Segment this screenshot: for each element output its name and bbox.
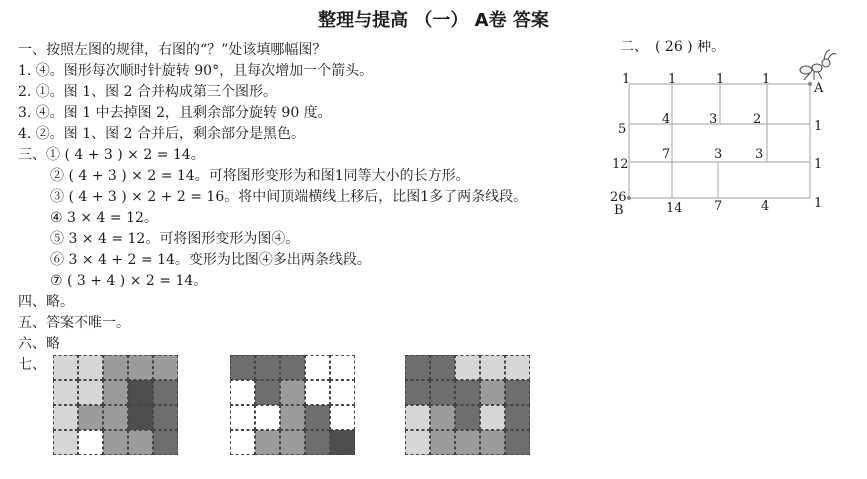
grid-cell: [505, 355, 530, 380]
grid-cell: [280, 380, 305, 405]
q1-answer-2: 2. ①。图 1、图 2 合并构成第三个图形。: [18, 84, 277, 100]
grid-cell: [480, 355, 505, 380]
grid-cell: [103, 380, 128, 405]
grid-cell: [78, 380, 103, 405]
q3-answer-3: ③ ( 4 + 3 ) × 2 + 2 = 16。将中间顶端横线上移后，比图1多了两条线段。: [50, 189, 528, 205]
q3-answer-1: 三、① ( 4 + 3 ) × 2 = 14。: [18, 147, 205, 163]
grid-cell: [230, 355, 255, 380]
grid-cell: [330, 380, 355, 405]
grid-cell: [405, 380, 430, 405]
grid-cell: [53, 380, 78, 405]
q1-answer-4: 4. ②。图 1、图 2 合并后，剩余部分是黑色。: [18, 126, 305, 142]
grid-cell: [305, 405, 330, 430]
maze-heading: 二、 ( 26 ) 种。: [620, 40, 726, 55]
grid-cell: [53, 430, 78, 455]
label-row2-7: 7: [662, 147, 671, 162]
grid-cell: [330, 430, 355, 455]
grid-cell: [405, 430, 430, 455]
label-point-b: B: [614, 203, 624, 218]
grid-cell: [153, 380, 178, 405]
grid-cell: [430, 405, 455, 430]
grid-cell: [153, 405, 178, 430]
grid-cell: [153, 430, 178, 455]
q3-answer-7: ⑦ ( 3 + 4 ) × 2 = 14。: [50, 273, 208, 289]
grid-cell: [255, 380, 280, 405]
label-bottom-7: 7: [714, 199, 723, 214]
grid-cell: [480, 430, 505, 455]
grid-cell: [455, 355, 480, 380]
label-right-1c: 1: [814, 196, 823, 211]
grid-cell: [405, 355, 430, 380]
label-top-1: 1: [622, 72, 631, 87]
q3-answer-2: ② ( 4 + 3 ) × 2 = 14。可将图形变形为和图1同等大小的长方形。: [50, 168, 470, 184]
grid-cell: [330, 355, 355, 380]
label-left-26: 26: [610, 190, 627, 205]
grid-cell: [230, 380, 255, 405]
q4-answer: 四、略。: [18, 294, 74, 310]
grid-cell: [505, 380, 530, 405]
grid-cell: [430, 430, 455, 455]
label-row1-4: 4: [662, 112, 671, 127]
grid-cell: [255, 355, 280, 380]
q6-answer: 六、略: [18, 336, 60, 352]
q3-answer-6: ⑥ 3 × 4 + 2 = 14。变形为比图④多出两条线段。: [50, 252, 371, 268]
grid-cell: [305, 380, 330, 405]
q1-answer-1: 1. ④。图形每次顺时针旋转 90°，且每次增加一个箭头。: [18, 63, 374, 79]
grid-cell: [128, 430, 153, 455]
grid-cell: [330, 405, 355, 430]
label-left-5: 5: [618, 122, 627, 137]
label-top-4: 1: [762, 72, 771, 87]
grid-cell: [280, 355, 305, 380]
shaded-grid-3: [405, 355, 531, 456]
label-left-12: 12: [612, 157, 629, 172]
page-title: 整理与提高 （一） A卷 答案: [318, 10, 549, 31]
grid-cell: [128, 380, 153, 405]
grid-cell: [480, 405, 505, 430]
grid-cell: [128, 405, 153, 430]
label-point-a: A: [814, 81, 824, 96]
grid-cell: [505, 430, 530, 455]
grid-cell: [280, 405, 305, 430]
point-b: [627, 196, 631, 200]
grid-cell: [305, 430, 330, 455]
grid-cell: [230, 430, 255, 455]
grid-cell: [103, 355, 128, 380]
grid-cell: [128, 355, 153, 380]
label-row1-2: 2: [753, 112, 762, 127]
grid-cell: [78, 355, 103, 380]
label-bottom-4: 4: [761, 199, 770, 214]
grid-cell: [103, 430, 128, 455]
grid-cell: [255, 405, 280, 430]
q5-answer: 五、答案不唯一。: [18, 315, 130, 331]
grid-cell: [455, 405, 480, 430]
grid-cell: [53, 405, 78, 430]
grid-cell: [153, 355, 178, 380]
grid-cell: [430, 355, 455, 380]
shaded-grid-1: [53, 355, 179, 456]
label-top-3: 1: [716, 72, 725, 87]
q1-heading: 一、按照左图的规律，右图的“？”处该填哪幅图？: [18, 42, 327, 58]
q1-answer-3: 3. ④。图 1 中去掉图 2，且剩余部分旋转 90 度。: [18, 105, 332, 121]
grid-cell: [78, 430, 103, 455]
grid-cell: [480, 380, 505, 405]
grid-cell: [455, 430, 480, 455]
q3-answer-5: ⑤ 3 × 4 = 12。可将图形变形为图④。: [50, 231, 300, 247]
ant-icon: [800, 50, 836, 80]
grid-cell: [455, 380, 480, 405]
grid-cell: [103, 405, 128, 430]
grid-cell: [230, 405, 255, 430]
label-bottom-14: 14: [666, 201, 683, 216]
q7-heading: 七、: [18, 357, 46, 373]
grid-cell: [255, 430, 280, 455]
grid-cell: [430, 380, 455, 405]
label-row1-3: 3: [709, 112, 718, 127]
grid-cell: [405, 405, 430, 430]
grid-cell: [53, 355, 78, 380]
grid-cell: [280, 430, 305, 455]
grid-cell: [305, 355, 330, 380]
route-diagram: [600, 40, 840, 220]
label-row2-3b: 3: [755, 147, 764, 162]
label-right-1b: 1: [814, 157, 823, 172]
grid-cell: [505, 405, 530, 430]
point-a: [808, 82, 812, 86]
label-right-1a: 1: [814, 119, 823, 134]
shaded-grid-2: [230, 355, 356, 456]
label-row2-3a: 3: [714, 147, 723, 162]
label-top-2: 1: [668, 72, 677, 87]
grid-cell: [78, 405, 103, 430]
q3-answer-4: ④ 3 × 4 = 12。: [50, 210, 158, 226]
